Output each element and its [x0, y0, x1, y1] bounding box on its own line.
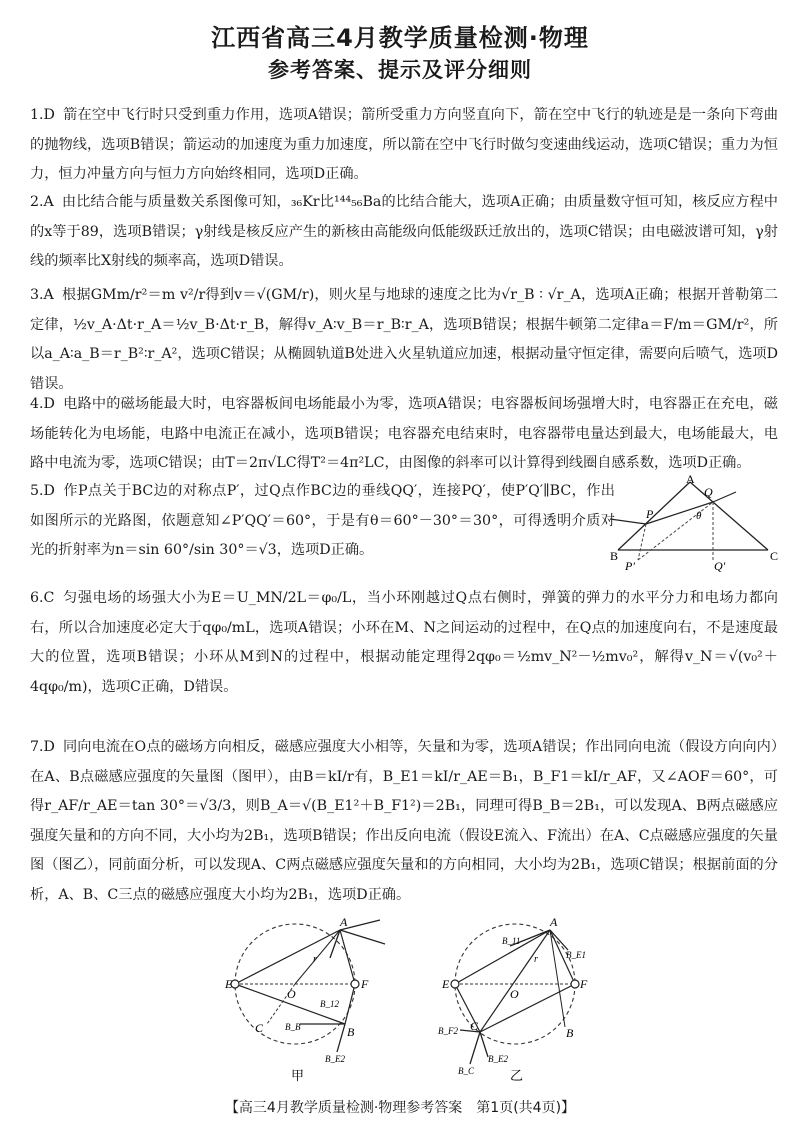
answer-text: 电路中的磁场能最大时，电容器板间电场能最小为零，选项A错误；电容器板间场强增大时，电容器正在充电，磁场能转化为电场能，电路中电流正在减小，选项B错误；电容器充电结束时，电容器带电量达到最大，电场能最大，电路中电流为零，选项C错误；由T＝2π√LC得T²＝4π²LC，由图像的斜率可以计算得到线圈自感系数，选项D正确。 [30, 396, 778, 471]
answer-7 [30, 733, 778, 910]
line-af [340, 930, 355, 984]
label-be1: B_E1 [566, 950, 586, 960]
label-r: r [313, 954, 317, 965]
caption-jia: 甲 [291, 1068, 305, 1083]
wire-f [571, 980, 579, 988]
answer-text: 由比结合能与质量数关系图像可知，₃₆Kr比¹⁴⁴₅₆Ba的比结合能大，选项A正确；由质量数守恒可知，核反应方程中的x等于89，选项B错误；γ射线是核反应产生的新核由高能级向低能级跃迁放出的，选项C错误；由电磁波谱可知，γ射线的频率比X射线的频率高，选项D错误。 [30, 194, 778, 269]
label-B: B [347, 1025, 355, 1039]
prism-left-edge [618, 482, 690, 550]
label-Q: Q [704, 485, 713, 499]
vector-be2 [337, 1024, 345, 1052]
vector-bc [470, 1032, 480, 1064]
answer-number: 3.A [30, 287, 54, 303]
label-be2: B_E2 [488, 1054, 508, 1064]
answer-number: 6.C [30, 590, 55, 606]
label-b12: B_12 [320, 999, 339, 1009]
wire-f [351, 980, 359, 988]
answer-number: 7.D [30, 739, 55, 755]
label-F: F [580, 977, 588, 991]
page-title: 江西省高三4月教学质量检测·物理 [211, 24, 589, 52]
label-A: A [686, 472, 695, 486]
wire-e [451, 980, 459, 988]
line-bf [345, 984, 355, 1024]
caption-yi: 乙 [510, 1068, 524, 1083]
label-b11: B_11 [502, 936, 521, 946]
figure-jia [225, 912, 375, 1084]
figure-yi [430, 912, 588, 1084]
label-be2: B_E2 [325, 1054, 345, 1064]
answer-number: 4.D [30, 396, 55, 412]
label-B: B [610, 549, 619, 563]
emergent-ray [713, 492, 736, 502]
label-C: C [470, 1019, 479, 1033]
label-F: F [361, 977, 369, 991]
line-ea [235, 930, 340, 984]
label-bf2: B_F2 [438, 1026, 458, 1036]
label-E: E [225, 977, 233, 991]
answer-text: 根据GMm/r²＝m v²/r得到v＝√(GM/r)，则火星与地球的速度之比为√r_B ∶ √r_A，选项A正确；根据开普勒第二定律，½v_A·Δt·r_A＝½v_B·Δt·r_B，解得v_A∶v_B＝r_B∶r_A，选项B错误；根据牛顿第二定律a＝F/m＝GM/r²，所以a_A∶a_B＝r_B²∶r_A²，选项C错误；从椭圆轨道B处进入火星轨道应加速，根据动量守恒定律，需要向后喷气，选项D错误。 [30, 287, 778, 392]
prism-right-edge [690, 482, 768, 550]
label-bc: B_C [458, 1066, 475, 1076]
answer-5 [30, 477, 615, 566]
answer-6 [30, 584, 778, 702]
label-C: C [255, 1021, 264, 1035]
refracted-ray [646, 502, 713, 524]
label-theta: θ [696, 510, 702, 522]
line-ao [295, 930, 340, 984]
answer-4 [30, 390, 778, 479]
answer-number: 2.A [30, 194, 54, 210]
label-P-prime: P′ [625, 559, 635, 573]
answer-text: 匀强电场的场强大小为E＝U_MN/2L＝φ₀/L，当小环刚越过Q点右侧时，弹簧的弹力的水平分力和电场力都向右，所以合加速度必定大于qφ₀/mL，选项A错误；小环在M、N之间运动的过程中，在Q点的加速度向右，不是速度最大的位置，选项B错误；小环从M到N的过程中，根据动能定理得2qφ₀＝½mv_N²－½mv₀²，解得v_N＝√(v₀²＋4qφ₀/m)，选项C正确，D错误。 [30, 590, 778, 695]
label-Q-prime: Q′ [714, 559, 726, 573]
label-C: C [770, 549, 779, 563]
answer-number: 5.D [30, 483, 55, 499]
page-subtitle: 参考答案、提示及评分细则 [268, 58, 532, 82]
answer-1 [30, 101, 778, 190]
answer-number: 1.D [30, 107, 55, 123]
answer-text: 同向电流在O点的磁场方向相反，磁感应强度大小相等，矢量和为零，选项A错误；作出同向电流（假设方向向内）在A、B点磁感应强度的矢量图（图甲），由B＝kI/r有，B_E1＝kI/r_AE＝B₁，B_F1＝kI/r_AF，又∠AOF＝60°，可得r_AF/r_AE＝tan 30°＝√3/3，则B_A＝√(B_E1²＋B_F1²)＝2B₁，同理可得B_B＝2B₁，可以发现A、B两点磁感应强度矢量和的方向不同，大小均为2B₁，选项B错误；作出反向电流（假设E流入、F流出）在A、C点磁感应强度的矢量图（图乙），同前面分析，可以发现A、C两点磁感应强度矢量和的方向相同，大小均为2B₁，选项C错误；根据前面的分析，A、B、C三点的磁感应强度大小均为2B₁，选项D正确。 [30, 739, 778, 903]
label-E: E [442, 977, 450, 991]
prism-diagram [608, 474, 784, 574]
answer-text: 箭在空中飞行时只受到重力作用，选项A错误；箭所受重力方向竖直向下，箭在空中飞行的轨迹是是一条向下弯曲的抛物线，选项B错误；箭运动的加速度为重力加速度，所以箭在空中飞行时做匀变速曲线运动，选项C错误；重力为恒力，恒力冲量方向与恒力方向始终相同，选项D正确。 [30, 107, 778, 182]
label-r: r [534, 954, 538, 965]
answer-2 [30, 188, 778, 277]
incident-ray [610, 519, 646, 524]
line-cf [480, 984, 575, 1032]
answer-3 [30, 281, 778, 399]
answer-text: 作P点关于BC边的对称点P′，过Q点作BC边的垂线QQ′，连接PQ′，使P′Q′∥BC，作出如图所示的光路图，依题意知∠P′QQ′＝60°，于是有θ＝60°－30°＝30°，可得透明介质对光的折射率为n＝sin 60°/sin 30°＝√3，选项D正确。 [30, 483, 615, 558]
label-A: A [340, 915, 348, 929]
label-O: O [510, 987, 519, 1001]
label-bb: B_B [285, 1022, 301, 1032]
label-O: O [287, 987, 296, 1001]
label-P: P [646, 507, 654, 521]
vector-ba [340, 930, 385, 944]
label-A: A [550, 915, 558, 929]
page-footer: 【高三4月教学质量检测·物理参考答案 第1页(共4页)】 [224, 1100, 576, 1116]
label-B: B [566, 1026, 574, 1040]
